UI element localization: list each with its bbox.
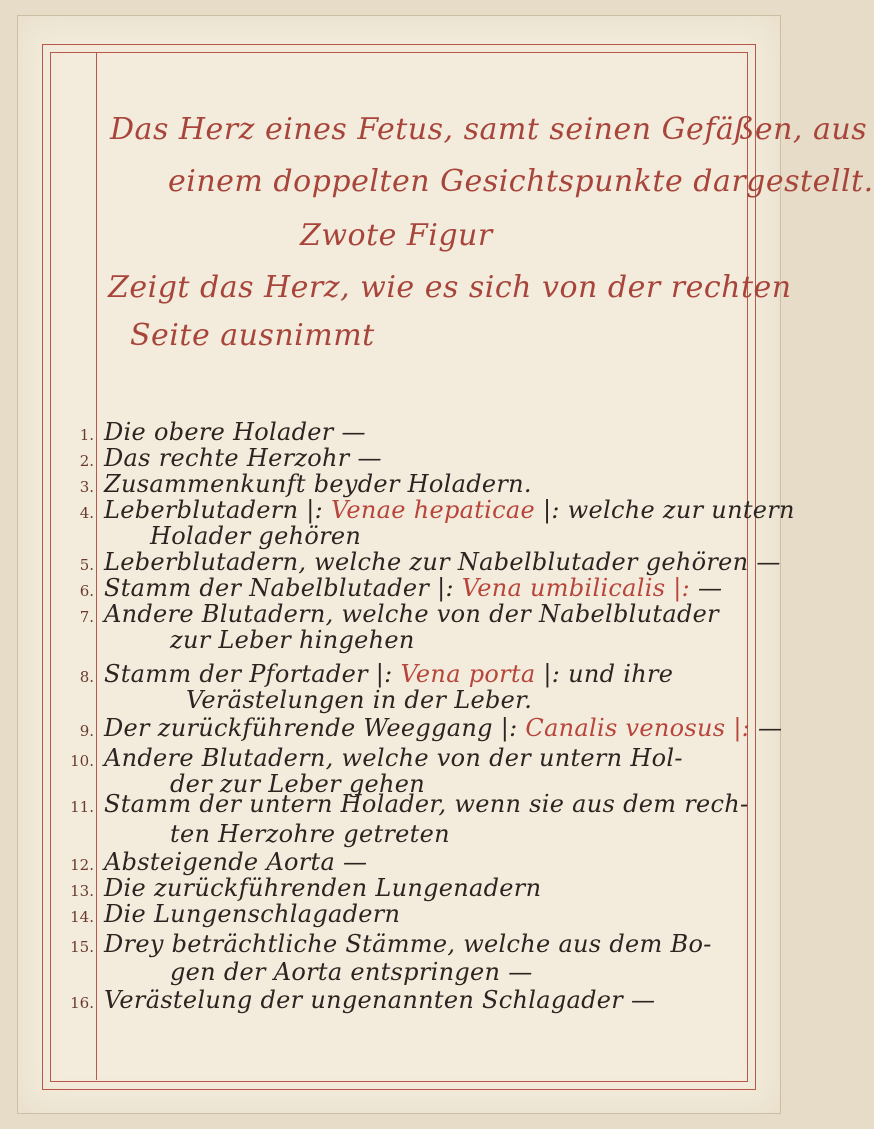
item-text: Andere Blutadern, welche von der untern Hol- (104, 744, 683, 772)
item-text-continued: gen der Aorta entspringen — (170, 958, 533, 986)
item-text: Zusammenkunft beyder Holadern. (104, 470, 532, 498)
item-text: Absteigende Aorta — (104, 848, 368, 876)
item-text-continued: Verästelungen in der Leber. (186, 686, 533, 714)
item-number: 8. (79, 668, 94, 686)
item-text: Stamm der Nabelblutader |: Vena umbilicalis |: — (104, 574, 723, 602)
item-text: Verästelung der ungenannten Schlagader — (104, 986, 656, 1014)
item-text: Leberblutadern, welche zur Nabelblutader gehören — (104, 548, 781, 576)
title-line-1: Das Herz eines Fetus, samt seinen Gefäßen, aus (110, 112, 868, 147)
item-number: 14. (70, 908, 94, 926)
item-text: Drey beträchtliche Stämme, welche aus dem Bo- (104, 930, 712, 958)
item-number: 7. (79, 608, 94, 626)
item-number: 12. (70, 856, 94, 874)
item-number: 4. (79, 504, 94, 522)
item-number: 15. (70, 938, 94, 956)
item-text: Stamm der untern Holader, wenn sie aus dem rech- (104, 790, 749, 818)
item-text: Stamm der Pfortader |: Vena porta |: und ihre (104, 660, 674, 688)
item-number: 5. (79, 556, 94, 574)
item-text: Der zurückführende Weeggang |: Canalis venosus |: — (104, 714, 783, 742)
item-number: 1. (79, 426, 94, 444)
item-number: 16. (70, 994, 94, 1012)
title-line-5: Seite ausnimmt (130, 318, 375, 353)
item-text: Die obere Holader — (104, 418, 366, 446)
item-text: Leberblutadern |: Venae hepaticae |: welche zur untern (104, 496, 795, 524)
item-text: Die Lungenschlagadern (104, 900, 401, 928)
title-line-3: Zwote Figur (300, 218, 493, 253)
item-number: 10. (70, 752, 94, 770)
item-number: 9. (79, 722, 94, 740)
item-text-continued: ten Herzohre getreten (170, 820, 450, 848)
item-text-continued: Holader gehören (150, 522, 362, 550)
item-text-continued: zur Leber hingehen (170, 626, 415, 654)
item-number: 3. (79, 478, 94, 496)
item-text: Die zurückführenden Lungenadern (104, 874, 542, 902)
item-number: 13. (70, 882, 94, 900)
item-number: 2. (79, 452, 94, 470)
item-text: Das rechte Herzohr — (104, 444, 382, 472)
item-text: Andere Blutadern, welche von der Nabelblutader (104, 600, 719, 628)
margin-line (96, 52, 97, 1080)
item-number: 6. (79, 582, 94, 600)
title-line-4: Zeigt das Herz, wie es sich von der rechten (108, 270, 792, 305)
item-number: 11. (70, 798, 94, 816)
title-line-2: einem doppelten Gesichtspunkte dargestellt. (168, 164, 874, 199)
item-text-continued: der zur Leber gehen (170, 770, 426, 798)
